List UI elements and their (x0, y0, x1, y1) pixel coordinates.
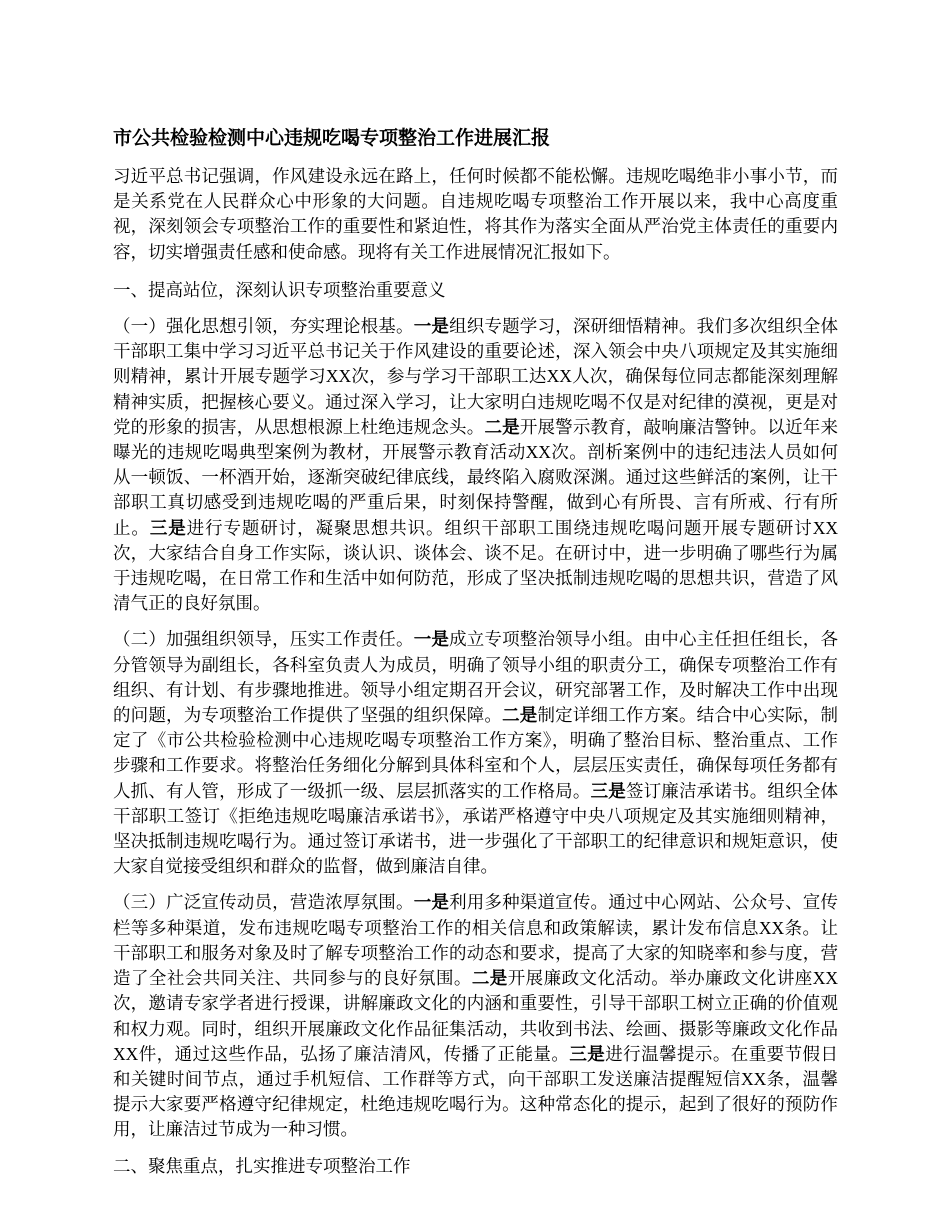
emphasis-marker: 三是 (569, 1043, 606, 1064)
paragraph-run: （二）加强组织领导，压实工作责任。 (113, 629, 414, 650)
section-heading: 一、提高站位，深刻认识专项整治重要意义 (113, 279, 446, 300)
paragraph-run: 进行专题研讨，凝聚思想共识。组织干部职工围绕违规吃喝问题开展专题研讨XX次，大家结合自身工作实际，谈认识、谈体会、谈不足。在研讨中，进一步明确了哪些行为属于违规吃喝，在日常工作和生活中如何防范，形成了坚决抵制违规吃喝的思想共识，营造了风清气正的良好氛围。 (113, 517, 838, 614)
section-heading: 二、聚焦重点，扎实推进专项整治工作 (113, 1155, 411, 1176)
paragraph-run: 签订廉洁承诺书。组织全体干部职工签订《拒绝违规吃喝廉洁承诺书》，承诺严格遵守中央八项规定及其实施细则精神，坚决抵制违规吃喝行为。通过签订承诺书，进一步强化了干部职工的纪律意识和规矩意识，使大家自觉接受组织和群众的监督，做到廉洁自律。 (113, 780, 838, 877)
page-title: 市公共检验检测中心违规吃喝专项整治工作进展汇报 (113, 128, 551, 149)
paragraph-run: 开展警示教育，敲响廉洁警钟。以近年来曝光的违规吃喝典型案例为教材，开展警示教育活动XX次。剖析案例中的违纪违法人员如何从一顿饭、一杯酒开始，逐渐突破纪律底线，最终陷入腐败深渊。通过这些鲜活的案例，让干部职工真切感受到违规吃喝的严重后果，时刻保持警醒，做到心有所畏、言有所戒、行有所止。 (113, 416, 838, 538)
emphasis-marker: 二是 (484, 416, 520, 437)
paragraph-run: 利用多种渠道宣传。通过中心网站、公众号、宣传栏等多种渠道，发布违规吃喝专项整治工作的相关信息和政策解读，累计发布信息XX条。让干部职工和服务对象及时了解专项整治工作的动态和要求，提高了大家的知晓率和参与度，营造了全社会共同关注、共同参与的良好氛围。 (113, 892, 838, 989)
emphasis-marker: 二是 (471, 968, 508, 989)
body-paragraph (113, 890, 838, 1142)
paragraph-run: （一）强化思想引领，夯实理论根基。 (113, 316, 414, 337)
paragraph-run: 制定详细工作方案。结合中心实际，制定了《市公共检验检测中心违规吃喝专项整治工作方案》，明确了整治目标、整治重点、工作步骤和工作要求。将整治任务细化分解到具体科室和个人，层层压实责任，确保每项任务都有人抓、有人管，形成了一级抓一级、层层抓落实的工作格局。 (113, 705, 838, 801)
paragraph-run: 开展廉政文化活动。举办廉政文化讲座XX次，邀请专家学者进行授课，讲解廉政文化的内涵和重要性，引导干部职工树立正确的价值观和权力观。同时，组织开展廉政文化作品征集活动，共收到书法、绘画、摄影等廉政文化作品XX件，通过这些作品，弘扬了廉洁清风，传播了正能量。 (113, 968, 839, 1064)
emphasis-marker: 二是 (502, 705, 538, 726)
emphasis-marker: 一是 (413, 316, 450, 337)
emphasis-marker: 三是 (590, 780, 626, 801)
emphasis-marker: 三是 (149, 517, 187, 538)
body-paragraph (113, 627, 838, 879)
paragraph-run: 成立专项整治领导小组。由中心主任担任组长，各分管领导为副组长，各科室负责人为成员，明确了领导小组的职责分工，确保专项整治工作有组织、有计划、有步骤地推进。领导小组定期召开会议，研究部署工作，及时解决工作中出现的问题，为专项整治工作提供了坚强的组织保障。 (113, 629, 838, 726)
paragraph-run: （三）广泛宣传动员，营造浓厚氛围。 (113, 892, 414, 913)
emphasis-marker: 一是 (413, 892, 450, 913)
lead-paragraph: 习近平总书记强调，作风建设永远在路上，任何时候都不能松懈。违规吃喝绝非小事小节，而是关系党在人民群众心中形象的大问题。自违规吃喝专项整治工作开展以来，我中心高度重视，深刻领会专项整治工作的重要性和紧迫性，将其作为落实全面从严治党主体责任的重要内容，切实增强责任感和使命感。现将有关工作进展情况汇报如下。 (113, 166, 838, 262)
emphasis-marker: 一是 (413, 629, 450, 650)
paragraph-run: 进行温馨提示。在重要节假日和关键时间节点，通过手机短信、工作群等方式，向干部职工发送廉洁提醒短信XX条，温馨提示大家要严格遵守纪律规定，杜绝违规吃喝行为。这种常态化的提示，起到了很好的预防作用，让廉洁过节成为一种习惯。 (113, 1043, 839, 1140)
body-paragraph (113, 314, 838, 616)
paragraph-run: 组织专题学习，深研细悟精神。我们多次组织全体干部职工集中学习习近平总书记关于作风建设的重要论述，深入领会中央八项规定及其实施细则精神，累计开展专题学习XX次，参与学习干部职工达XX人次，确保每位同志都能深刻理解精神实质，把握核心要义。通过深入学习，让大家明白违规吃喝不仅是对纪律的漠视，更是对党的形象的损害，从思想根源上杜绝违规念头。 (113, 316, 838, 437)
document-body (113, 278, 838, 1179)
